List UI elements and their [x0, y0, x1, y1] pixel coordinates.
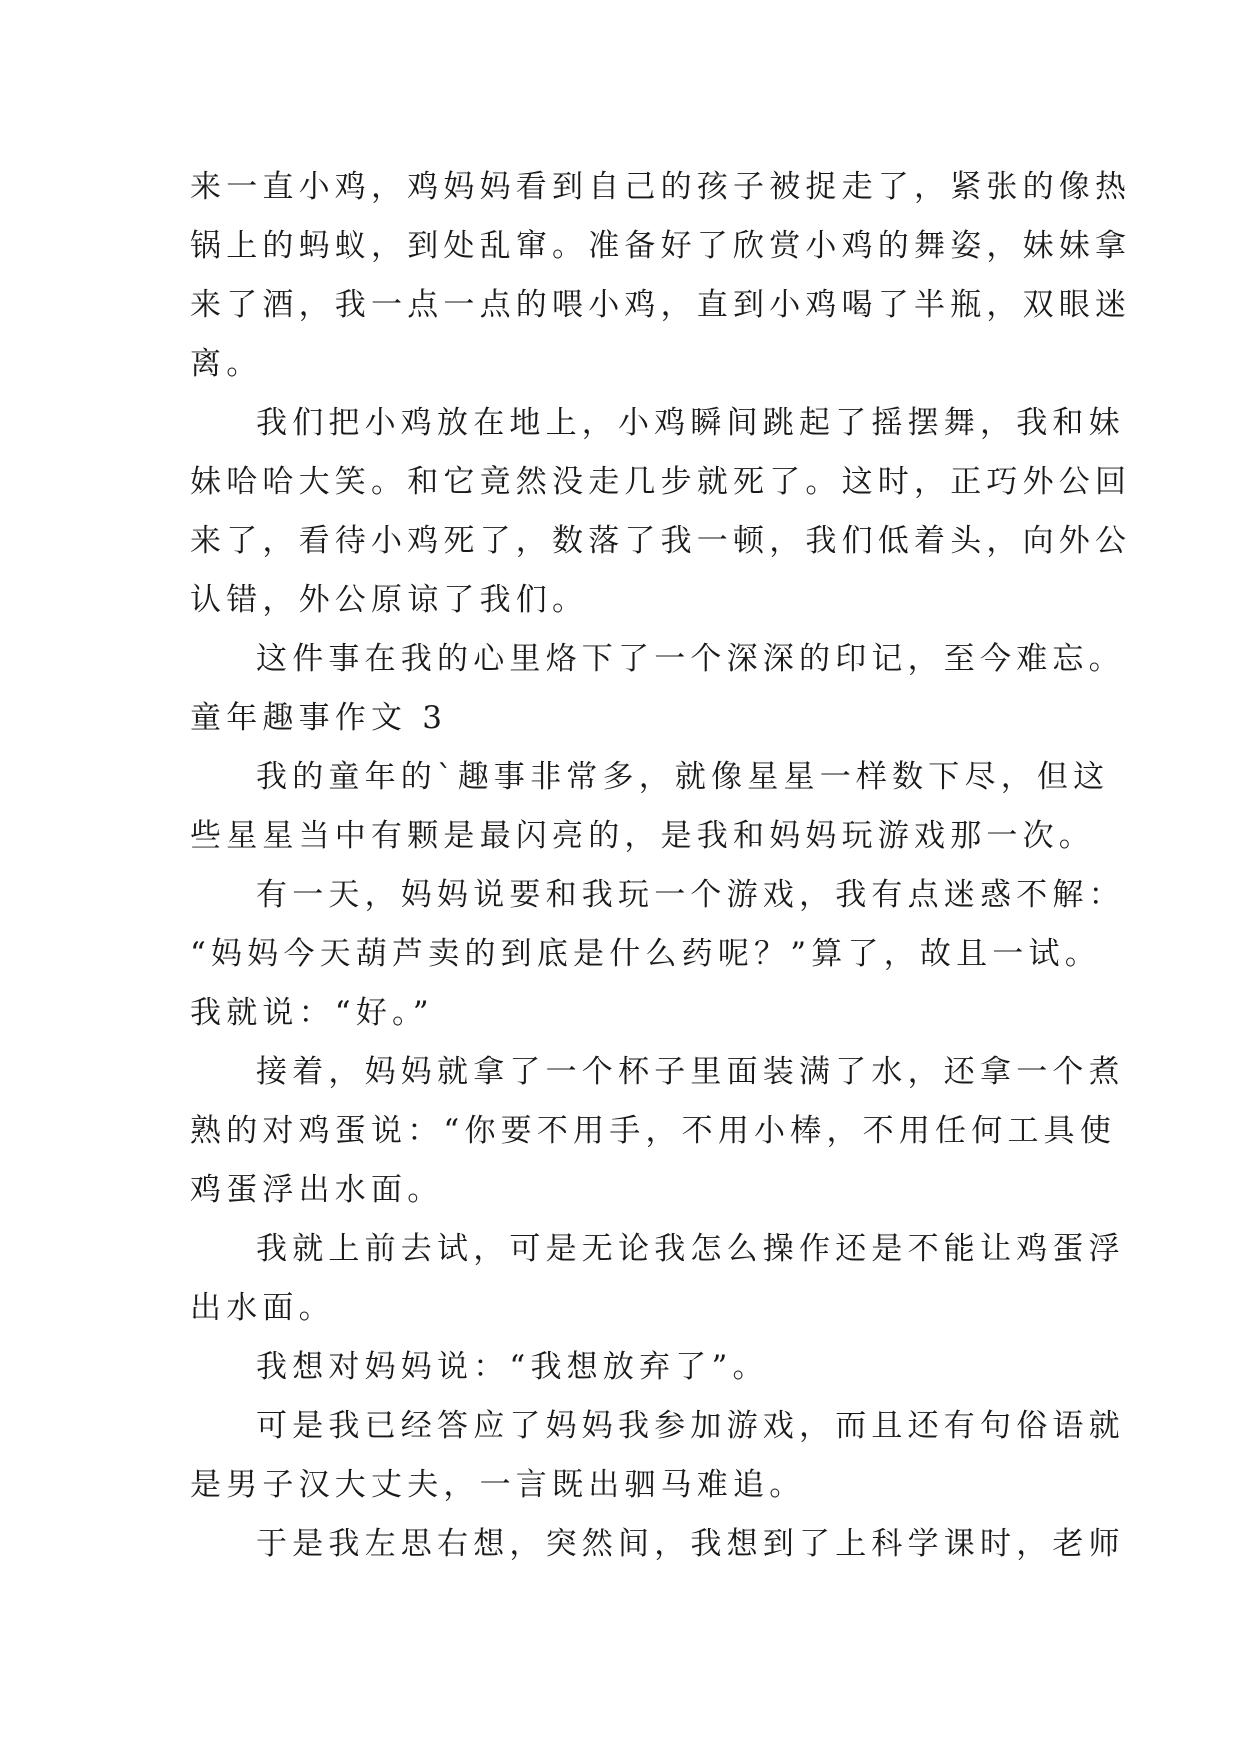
text-line: 离。: [190, 346, 263, 382]
text-line: 熟的对鸡蛋说：“你要不用手，不用小棒，不用任何工具使: [190, 1113, 1117, 1149]
text-line: 锅上的蚂蚁，到处乱窜。准备好了欣赏小鸡的舞姿，妹妹拿: [190, 228, 1132, 264]
paragraph-start-line: 可是我已经答应了妈妈我参加游戏，而且还有句俗语就: [256, 1408, 1125, 1444]
text-line: 妹哈哈大笑。和它竟然没走几步就死了。这时，正巧外公回: [190, 464, 1132, 500]
text-line: 我就说：“好。”: [190, 995, 434, 1031]
text-line: 认错，外公原谅了我们。: [190, 582, 589, 618]
text-line: 是男子汉大丈夫，一言既出驷马难追。: [190, 1467, 806, 1503]
paragraph-start-line: 接着，妈妈就拿了一个杯子里面装满了水，还拿一个煮: [256, 1054, 1125, 1090]
paragraph-start-line: 有一天，妈妈说要和我玩一个游戏，我有点迷惑不解：: [256, 877, 1125, 913]
text-line: “妈妈今天葫芦卖的到底是什么药呢？”算了，故且一试。: [190, 936, 1101, 972]
paragraph-start-line: 这件事在我的心里烙下了一个深深的印记，至今难忘。: [256, 641, 1125, 677]
text-line: 些星星当中有颗是最闪亮的，是我和妈妈玩游戏那一次。: [190, 818, 1095, 854]
paragraph-start-line: 我们把小鸡放在地上，小鸡瞬间跳起了摇摆舞，我和妹: [256, 405, 1125, 441]
text-line: 来了酒，我一点一点的喂小鸡，直到小鸡喝了半瓶，双眼迷: [190, 287, 1132, 323]
paragraph-start-line: 于是我左思右想，突然间，我想到了上科学课时，老师: [256, 1526, 1125, 1562]
paragraph-start-line: 我就上前去试，可是无论我怎么操作还是不能让鸡蛋浮: [256, 1231, 1125, 1267]
paragraph-start-line: 我想对妈妈说：“我想放弃了”。: [256, 1349, 769, 1385]
text-line: 出水面。: [190, 1290, 335, 1326]
section-heading: 童年趣事作文 3: [190, 700, 448, 736]
text-line: 来了，看待小鸡死了，数落了我一顿，我们低着头，向外公: [190, 523, 1132, 559]
text-line: 来一直小鸡，鸡妈妈看到自己的孩子被捉走了，紧张的像热: [190, 169, 1132, 205]
paragraph-start-line: 我的童年的`趣事非常多，就像星星一样数下尽，但这: [256, 759, 1110, 795]
text-line: 鸡蛋浮出水面。: [190, 1172, 444, 1208]
document-body: [190, 158, 1132, 1574]
